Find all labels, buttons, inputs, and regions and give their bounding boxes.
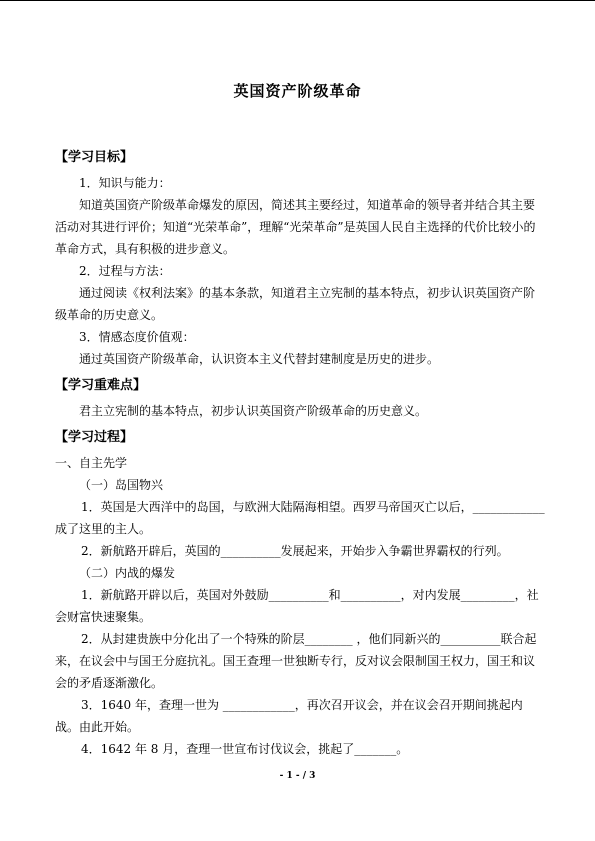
page-number: - 1 - / 3 <box>279 771 316 781</box>
goals-item-1-text: 知道英国资产阶级革命爆发的原因，简述其主要经过，知道革命的领导者并结合其主要活动对其进行评价；知道“光荣革命”，理解“光荣革命”是英国人民自主选择的代价比较小的革命方式，具有积极的进步意义。 <box>55 198 536 256</box>
section-heading-key-points: 【学习重难点】 <box>55 378 147 393</box>
process-subheading-civil-war: （二）内战的爆发 <box>79 566 176 580</box>
process-subheading-island: （一）岛国物兴 <box>79 478 164 492</box>
section-heading-process: 【学习过程】 <box>55 430 134 445</box>
process-question-5: 3．1640 年，查理一世为 ____________，再次召开议会，并在议会召开期间挑起内战。由此开始。 <box>55 698 523 734</box>
goals-item-1-label: 1．知识与能力： <box>79 176 171 190</box>
goals-item-2-label: 2．过程与方法： <box>79 264 171 278</box>
process-question-6: 4．1642 年 8 月，查理一世宣布讨伐议会，挑起了_______。 <box>81 742 409 756</box>
process-question-4: 2．从封建贵族中分化出了一个特殊的阶层________ ，他们同新兴的__________联合起来，在议会中与国王分庭抗礼。国王查理一世独断专行，反对议会限制国王权力，国王和议会的矛盾逐渐激化。 <box>55 632 537 690</box>
goals-item-3-text: 通过英国资产阶级革命，认识资本主义代替封建制度是历史的进步。 <box>79 352 440 366</box>
process-question-2: 2．新航路开辟后，英国的__________发展起来，开始步入争霸世界霸权的行列。 <box>81 544 509 558</box>
process-question-1: 1．英国是大西洋中的岛国，与欧洲大陆隔海相望。西罗马帝国灭亡以后，____________成了这里的主人。 <box>55 500 545 536</box>
key-points-text: 君主立宪制的基本特点，初步认识英国资产阶级革命的历史意义。 <box>79 404 428 418</box>
process-subheading-self-study: 一、自主先学 <box>55 456 128 470</box>
goals-item-3-label: 3．情感态度价值观： <box>79 330 195 344</box>
goals-item-2-text: 通过阅读《权利法案》的基本条款，知道君主立宪制的基本特点，初步认识英国资产阶级革命的历史意义。 <box>55 286 536 322</box>
document-title: 英国资产阶级革命 <box>233 82 362 100</box>
section-heading-goals: 【学习目标】 <box>55 150 134 165</box>
top-rule <box>0 0 595 1</box>
process-question-3: 1．新航路开辟以后，英国对外鼓励__________和__________，对内发展_________，社会财富快速聚集。 <box>55 588 539 624</box>
